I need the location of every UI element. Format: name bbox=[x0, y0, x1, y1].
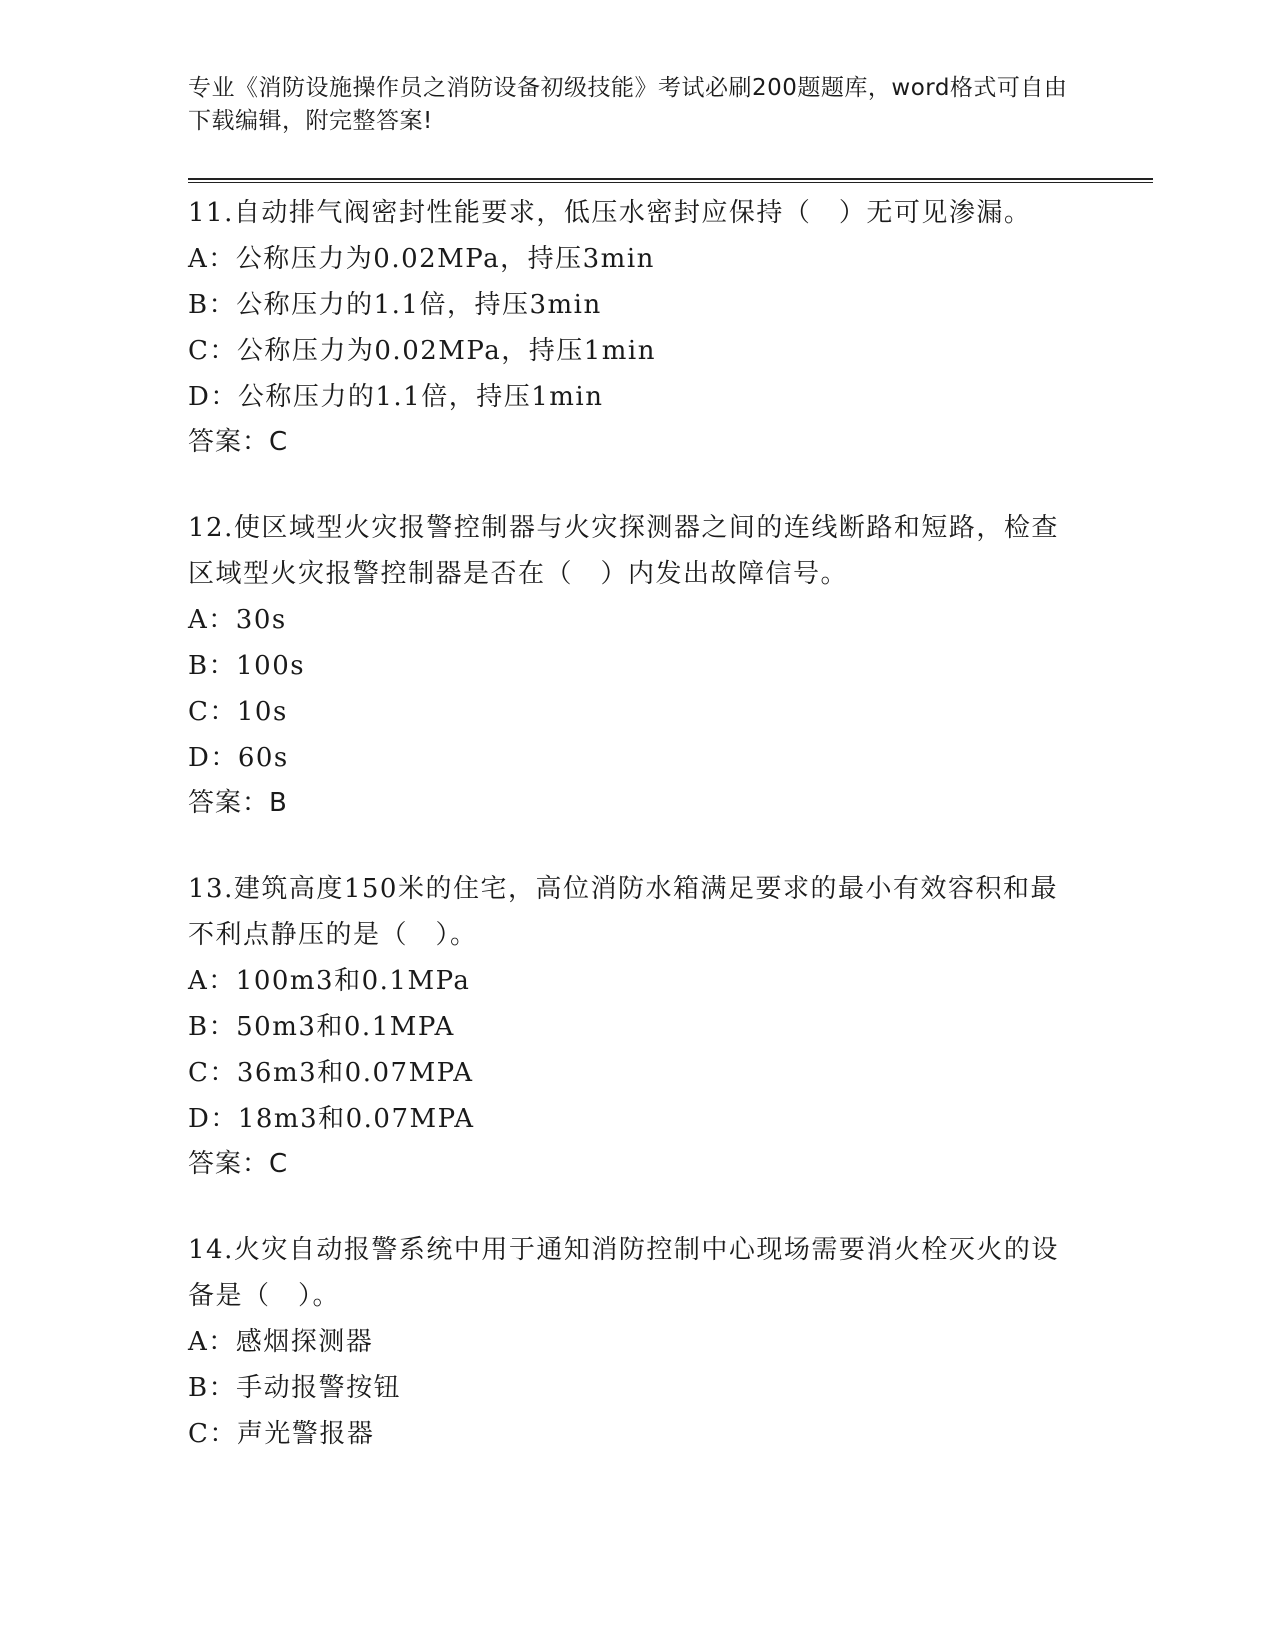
question-list bbox=[188, 190, 1078, 1498]
option-b: B：100s bbox=[188, 651, 306, 681]
option-d: D：公称压力的1.1倍，持压1min bbox=[188, 382, 604, 412]
question-11 bbox=[188, 190, 1078, 464]
option-d: D：60s bbox=[188, 743, 289, 773]
question-13 bbox=[188, 866, 1078, 1186]
option-c: C：10s bbox=[188, 697, 288, 727]
answer: 答案：B bbox=[188, 788, 288, 818]
option-a: A：30s bbox=[188, 605, 287, 635]
option-b: B：公称压力的1.1倍，持压3min bbox=[188, 290, 602, 320]
option-a: A：100m3和0.1MPa bbox=[188, 966, 471, 996]
option-a: A：公称压力为0.02MPa，持压3min bbox=[188, 244, 655, 274]
question-text: 14.火灾自动报警系统中用于通知消防控制中心现场需要消火栓灭火的设备是（ ）。 bbox=[188, 1235, 1059, 1311]
question-14 bbox=[188, 1227, 1078, 1457]
option-d: D：18m3和0.07MPA bbox=[188, 1104, 475, 1134]
option-c: C：公称压力为0.02MPa，持压1min bbox=[188, 336, 656, 366]
header-divider bbox=[188, 178, 1153, 183]
question-text: 13.建筑高度150米的住宅，高位消防水箱满足要求的最小有效容积和最不利点静压的是（ ）。 bbox=[188, 874, 1058, 950]
document-header: 专业《消防设施操作员之消防设备初级技能》考试必刷200题题库，word格式可自由下载编辑，附完整答案! bbox=[188, 75, 1068, 134]
option-b: B：50m3和0.1MPA bbox=[188, 1012, 455, 1042]
option-b: B：手动报警按钮 bbox=[188, 1373, 402, 1403]
option-c: C：声光警报器 bbox=[188, 1419, 375, 1449]
option-a: A：感烟探测器 bbox=[188, 1327, 374, 1357]
option-c: C：36m3和0.07MPA bbox=[188, 1058, 474, 1088]
answer: 答案：C bbox=[188, 427, 289, 457]
question-text: 11.自动排气阀密封性能要求，低压水密封应保持（ ）无可见渗漏。 bbox=[188, 198, 1032, 228]
question-12 bbox=[188, 505, 1078, 825]
question-text: 12.使区域型火灾报警控制器与火灾探测器之间的连线断路和短路，检查区域型火灾报警控制器是否在（ ）内发出故障信号。 bbox=[188, 513, 1059, 589]
answer: 答案：C bbox=[188, 1149, 289, 1179]
